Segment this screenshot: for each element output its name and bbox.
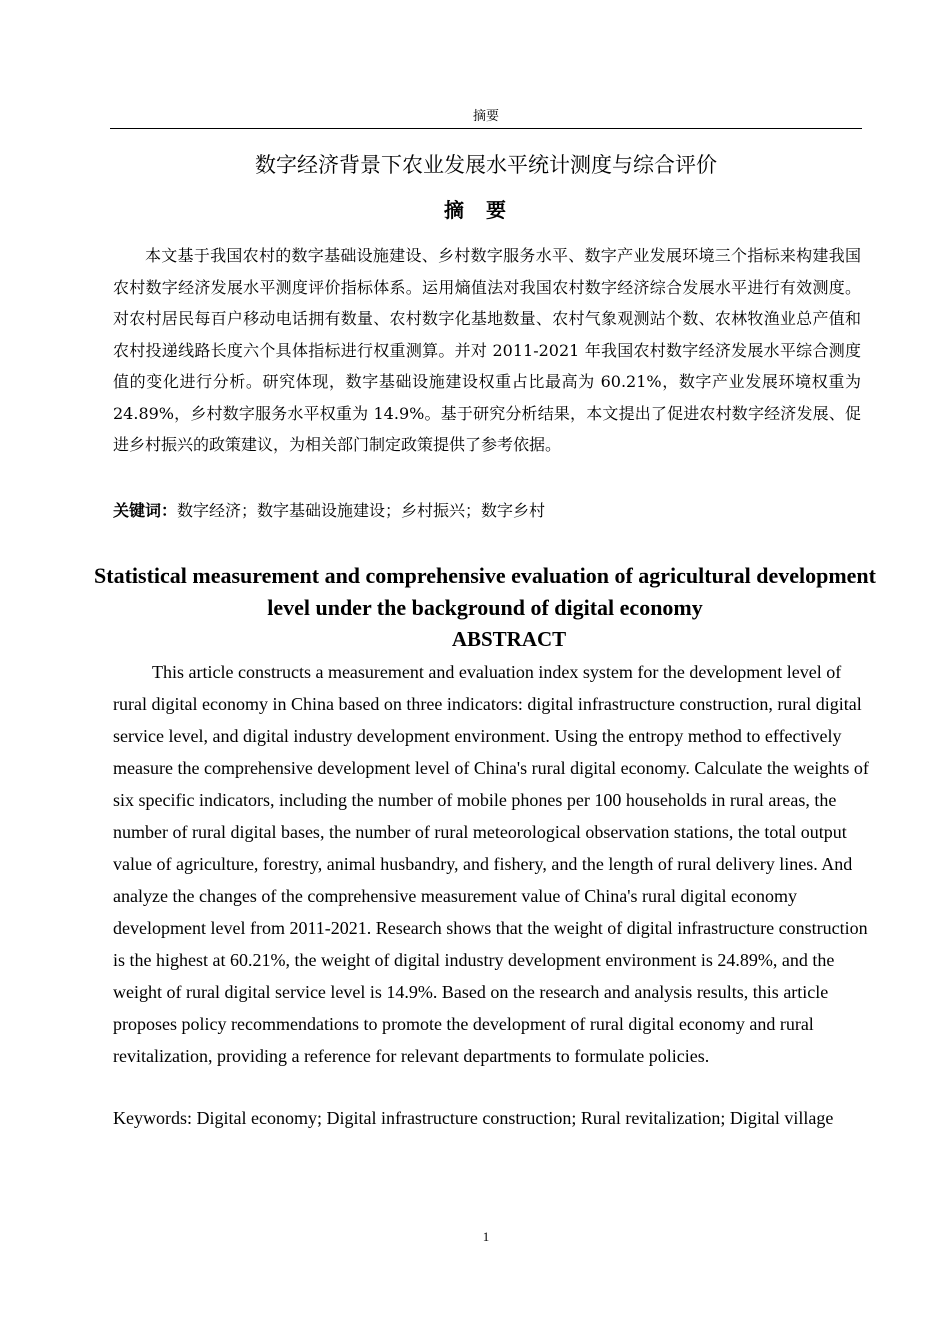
chinese-keywords-label: 关键词： bbox=[113, 501, 178, 520]
page-number: 1 bbox=[482, 1229, 490, 1244]
english-keywords: Keywords: Digital economy; Digital infrastructure construction; Rural revitalization; Digital village bbox=[113, 1108, 834, 1128]
chinese-keywords bbox=[113, 496, 861, 526]
english-abstract-heading: ABSTRACT bbox=[451, 627, 567, 651]
header-rule bbox=[110, 128, 862, 129]
english-title: Statistical measurement and comprehensive evaluation of agricultural development level under the background of digital economy bbox=[94, 563, 876, 620]
chinese-abstract-heading: 摘要 bbox=[444, 198, 528, 222]
chinese-abstract-body: 本文基于我国农村的数字基础设施建设、乡村数字服务水平、数字产业发展环境三个指标来构建我国农村数字经济发展水平测度评价指标体系。运用熵值法对我国农村数字经济综合发展水平进行有效测度。对农村居民每百户移动电话拥有数量、农村数字化基地数量、农村气象观测站个数、农林牧渔业总产值和农村投递线路长度六个具体指标进行权重测算。并对 2011-2021 年我国农村数字经济发展水平综合测度值的变化进行分析。研究体现，数字基础设施建设权重占比最高为 60.21%，数字产业发展环境权重为 24.89%，乡村数字服务水平权重为 14.9%。基于研究分析结果，本文提出了促进农村数字经济发展、促进乡村振兴的政策建议，为相关部门制定政策提供了参考依据。 bbox=[113, 246, 861, 454]
chinese-title: 数字经济背景下农业发展水平统计测度与综合评价 bbox=[255, 153, 717, 177]
running-header: 摘要 bbox=[472, 109, 499, 124]
english-abstract-body: This article constructs a measurement and evaluation index system for the development level of rural digital economy in China based on three indicators: digital infrastructure construction, rural digital service level, and digital industry development environment. Using the entropy method to effectively measure the comprehensive development level of China's rural digital economy. Calculate the weights of six specific indicators, including the number of mobile phones per 100 households in rural areas, the number of rural digital bases, the number of rural meteorological observation stations, the total output value of agriculture, forestry, animal husbandry, and fishery, and the length of rural delivery lines. And analyze the changes of the comprehensive measurement value of China's rural digital economy development level from 2011-2021. Research shows that the weight of digital infrastructure construction is the highest at 60.21%, the weight of digital industry development environment is 24.89%, and the weight of rural digital service level is 14.9%. Based on the research and analysis results, this article proposes policy recommendations to promote the development of rural digital economy and rural revitalization, providing a reference for relevant departments to formulate policies. bbox=[113, 662, 869, 1066]
chinese-keywords-text: 数字经济；数字基础设施建设；乡村振兴；数字乡村 bbox=[177, 501, 546, 520]
